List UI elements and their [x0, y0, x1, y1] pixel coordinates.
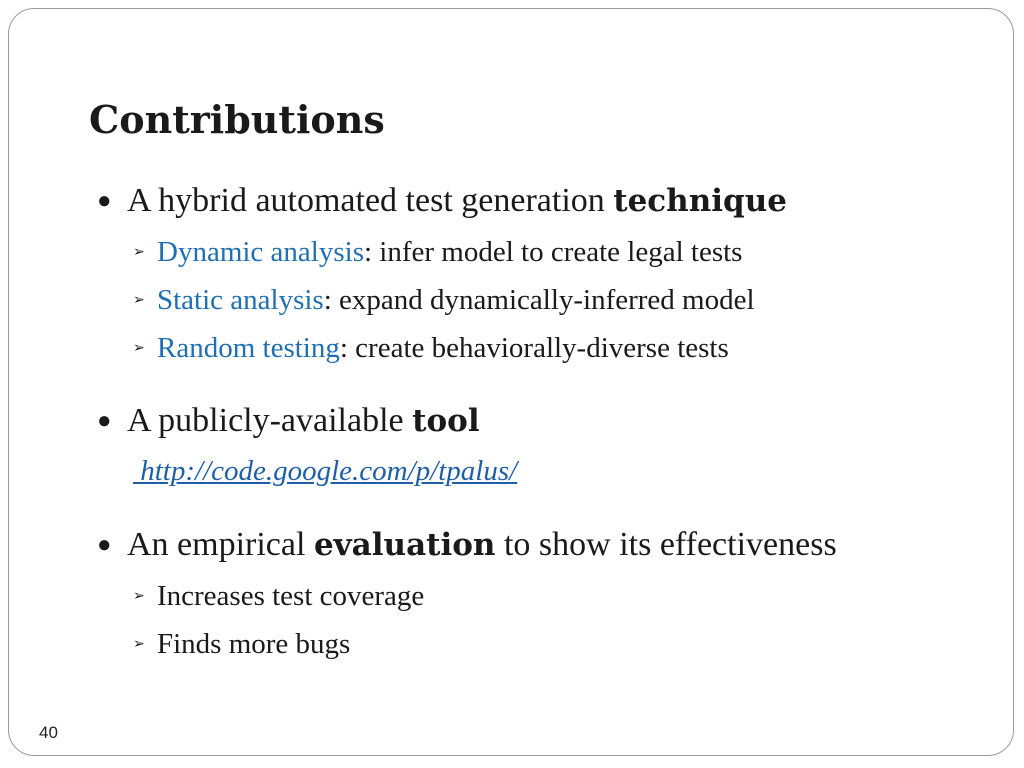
arrow-right-icon: ➢: [133, 588, 145, 604]
bullet-tool: ● A publicly-available tool: [97, 402, 480, 439]
arrow-right-icon: ➢: [133, 292, 145, 308]
bullet-bold: evaluation: [313, 527, 496, 563]
sub-bullet-coverage: ➢ Increases test coverage: [133, 580, 425, 612]
arrow-right-icon: ➢: [133, 340, 145, 356]
sub-bullet-static: ➢ Static analysis: expand dynamically-inferred model: [133, 284, 755, 316]
sub-bullet-bugs: ➢ Finds more bugs: [133, 628, 351, 660]
bullet-bold: tool: [412, 403, 480, 439]
bullet-bold: technique: [613, 183, 787, 219]
slide-title: Contributions: [89, 97, 385, 142]
sub-bullet-random: ➢ Random testing: create behaviorally-diverse tests: [133, 332, 729, 364]
page-number: 40: [39, 723, 58, 742]
slide: [8, 8, 1014, 756]
bullet-technique: ● A hybrid automated test generation technique: [97, 182, 787, 219]
bullet-dot-icon: ●: [97, 188, 112, 214]
bullet-dot-icon: ●: [97, 532, 112, 558]
tool-url-link[interactable]: http://code.google.com/p/tpalus/: [133, 455, 518, 487]
bullet-evaluation: ● An empirical evaluation to show its effectiveness: [97, 526, 837, 563]
bullet-dot-icon: ●: [97, 408, 112, 434]
arrow-right-icon: ➢: [133, 244, 145, 260]
sub-bullet-dynamic: ➢ Dynamic analysis: infer model to create legal tests: [133, 236, 743, 268]
arrow-right-icon: ➢: [133, 636, 145, 652]
